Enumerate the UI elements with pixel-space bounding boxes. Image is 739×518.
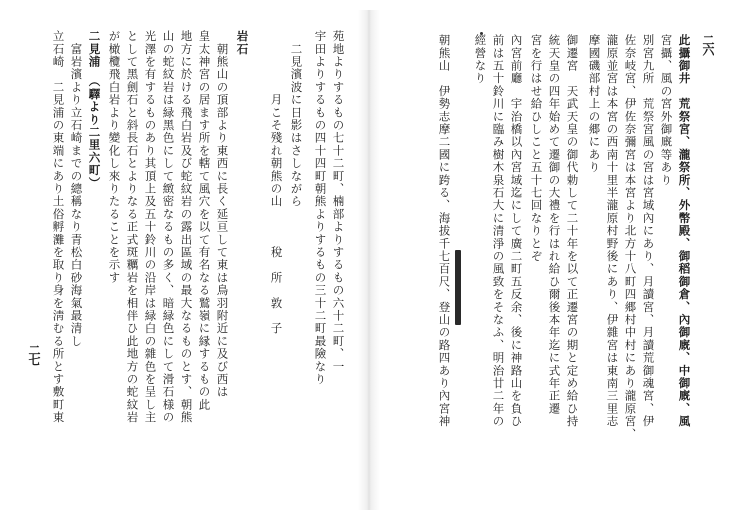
left-col-1: 苑地よりするもの七十二町、楠部よりするもの六十二町、一 [331, 30, 346, 373]
left-col-13: が橄欖飛白岩より變化し來りたることを示す [107, 30, 122, 284]
right-col-1: 此攝御井 荒祭宮、瀧祭所、外幣殿、御稻御倉、內御廐、中御廐、風 [677, 34, 692, 428]
left-col-11: 光澤を有するものあり其頂上及五十鈴川の沿岸は緑白の雜色を呈し主 [143, 30, 158, 424]
right-col-9: 宮を行はせ給ひしこと五十七回なりとぞ [529, 34, 544, 263]
left-col-3: 二見濱波に日影はさしながら [289, 30, 304, 208]
left-col-15: 富岩濱より立石崎までの總稱なり青松白砂海氣最清し [69, 30, 84, 348]
right-col-10: 內宮前廳 宇治橋以內宮域迄にして廣二町五反余、後に神路山を負ひ [509, 34, 524, 428]
left-col-6: 岩石 [235, 30, 250, 56]
right-col-11: 前は五十鈴川に臨み樹木泉石大に清淨の風致をそなふ、明治廿二年の [491, 34, 506, 428]
right-col-8: 統天皇の四年始めて遷御の大禮を行はれ給ひ爾後本年迄に式年正遷 [547, 34, 562, 415]
book-gutter [358, 10, 380, 510]
left-col-7: 朝熊山の頂部より東西に長く延亘して東は鳥羽附近に及び西は [215, 30, 230, 399]
left-col-4: 月こそ殘れ朝熊の山 稅 所 敦 子 [269, 30, 284, 335]
left-col-12: として黑劍石と斜長石とよりなる正式斑糲岩を相伴ひ此地方の蛇紋岩 [125, 30, 140, 424]
left-col-8: 皇太神宮の居ます所を轄て風穴を以て有名なる鷲嶺に縁するもの此 [197, 30, 212, 411]
right-col-3: 別宮九所 荒祭宮風の宮は宮域內にあり、月讀宮、月讀荒御魂宮、伊 [641, 34, 656, 428]
left-col-9: 地方に於ける飛白岩及び蛇紋岩の露出區域の最大なるものとす、朝熊 [179, 30, 194, 424]
left-col-16: 立石崎 二見浦の東端にあり土俗孵灘を取り身を淸むる所とす敷町東 [51, 30, 66, 424]
left-col-14: 二見浦 （驛より二里六町） [87, 30, 102, 190]
right-col-4: 佐奈岐宮、伊佐奈彌宮は本宮より北方十八町四郷村中村にあり瀧原宮、 [623, 34, 638, 441]
left-col-10: 山の蛇紋岩は緑黑色にして緻密なるもの多く、暗緑色にして滑石様の [161, 30, 176, 424]
right-col-12: 經營なり [473, 34, 488, 85]
right-col-7: 御遷宮 天武天皇の御代勅して二十年を以て正遷宮の期と定め給ひ持 [565, 34, 580, 428]
right-page-number: 二六 [701, 34, 715, 54]
right-col-2: 宮攝、風の宮外御廐等あり [659, 34, 674, 187]
left-page-number: 二七 [27, 344, 41, 364]
right-col-5: 瀧原並宮は本宮の西南十里半瀧原村野後にあり、伊雜宮は東南三里志 [605, 34, 620, 428]
left-col-2: 宇田よりするもの四十四町朝熊よりするもの三十二町最險なり [313, 30, 328, 386]
right-col-6: 摩國磯部村上の郷にあり [587, 34, 602, 174]
right-col-14: 朝熊山 伊勢志摩二國に跨る、海拔千七百尺、登山の路四あり內宮神 [437, 34, 452, 428]
